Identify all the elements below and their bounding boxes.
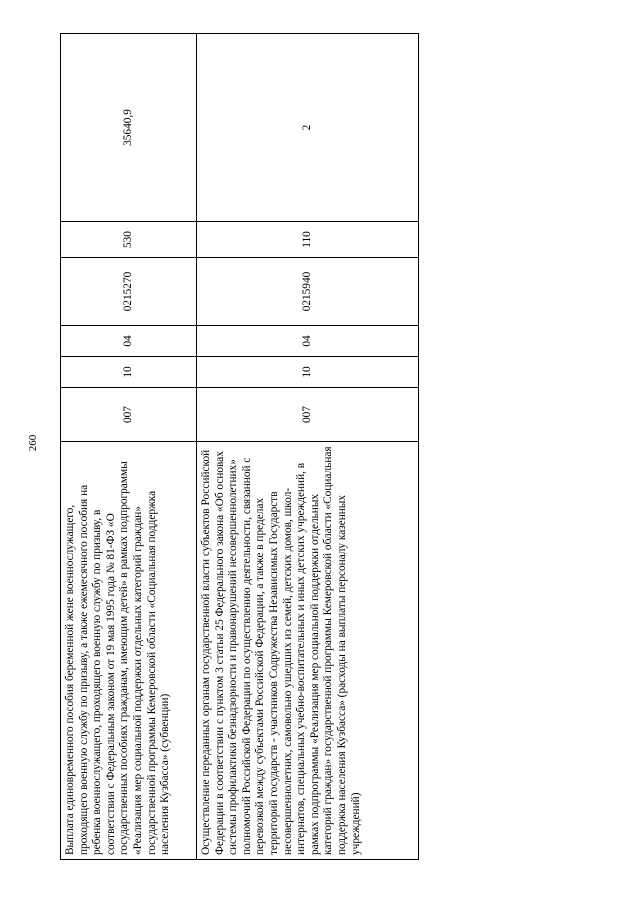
section-code: 10 (61, 357, 197, 388)
amount-value: 2 (197, 34, 419, 222)
table-row (61, 34, 197, 860)
row-description: Осуществление переданных органам государственной власти субъектов Российской Федерации в соответствии с пунктом 3 статьи 25 Федерального закона «Об основах системы профилактики безнадзорности и правонарушений несовершеннолетних» полномочий Российской Федерации по осуществлению деятельности, связанной с перевозкой между субъектами Российской Федерации, а также в пределах территорий государств - участников Содружества Независимых Государств несовершеннолетних, самовольно ушедших из семей, детских домов, школ-интернатов, специальных учебно-воспитательных и иных детских учреждений, в рамках подпрограммы «Реализация мер социальной поддержки отдельных категорий граждан» государственной программы Кемеровской области «Социальная поддержка населения Кузбасса» (расходы на выплаты персоналу казенных учреждений) (197, 442, 419, 860)
page-number: 260 (27, 434, 39, 452)
budget-table-rotated (60, 34, 418, 860)
row-description: Выплата единовременного пособия беременной жене военнослужащего, проходящего военную службу по призыву, а также ежемесячного пособия на ребенка военнослужащего, проходящего военную службу по призыву, в соответствии с Федеральным законом от 19 мая 1995 года № 81-ФЗ «О государственных пособиях гражданам, имеющим детей» в рамках подпрограммы «Реализация мер социальной поддержки отдельных категорий граждан» государственной программы Кемеровской области «Социальная поддержка населения Кузбасса» (субвенции) (61, 442, 197, 860)
expense-type-code: 530 (61, 222, 197, 258)
subsection-code: 04 (197, 326, 419, 357)
expense-type-code: 110 (197, 222, 419, 258)
target-article-code: 0215270 (61, 258, 197, 326)
budget-table-container (60, 34, 418, 860)
ministry-code: 007 (197, 388, 419, 442)
subsection-code: 04 (61, 326, 197, 357)
table-row (197, 34, 419, 860)
budget-table (60, 33, 419, 860)
section-code: 10 (197, 357, 419, 388)
amount-value: 35640,9 (61, 34, 197, 222)
target-article-code: 0215940 (197, 258, 419, 326)
ministry-code: 007 (61, 388, 197, 442)
